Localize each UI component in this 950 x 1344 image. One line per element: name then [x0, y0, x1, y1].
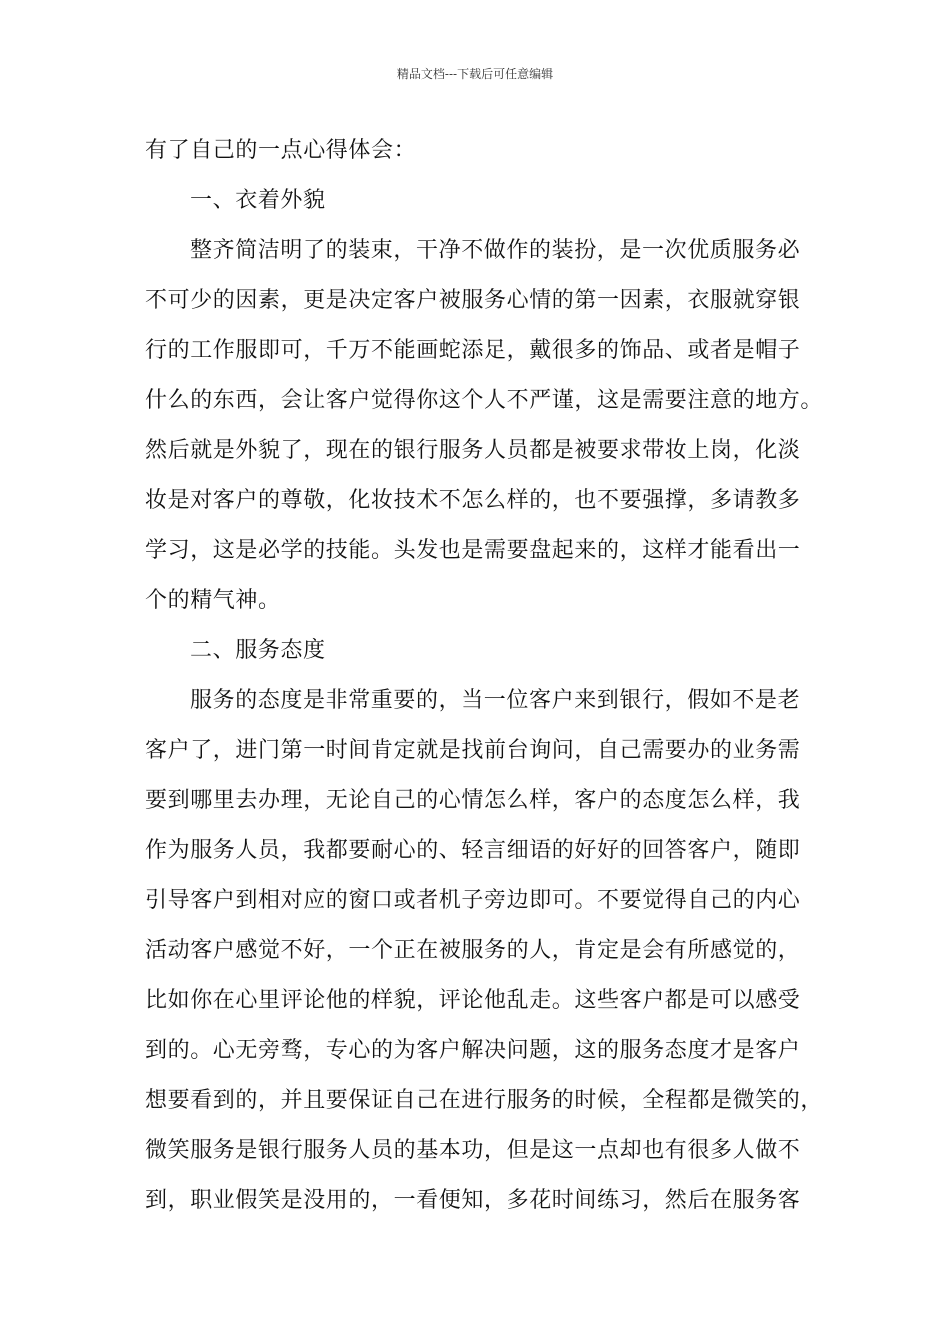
text-line: 活动客户感觉不好，一个正在被服务的人，肯定是会有所感觉的， [145, 938, 801, 963]
text-line: 到，职业假笑是没用的，一看便知，多花时间练习，然后在服务客 [145, 1188, 801, 1213]
text-line: 微笑服务是银行服务人员的基本功，但是这一点却也有很多人做不 [145, 1138, 801, 1163]
text-line: 个的精气神。 [145, 588, 281, 613]
text-line: 作为服务人员，我都要耐心的、轻言细语的好好的回答客户，随即 [145, 838, 801, 863]
text-line: 有了自己的一点心得体会： [145, 138, 417, 163]
text-line: 什么的东西，会让客户觉得你这个人不严谨，这是需要注意的地方。 [145, 388, 824, 413]
section-heading-service-attitude: 二、服务态度 [190, 638, 326, 663]
section-heading-appearance: 一、衣着外貌 [190, 188, 326, 213]
text-line: 不可少的因素，更是决定客户被服务心情的第一因素，衣服就穿银 [145, 288, 801, 313]
text-line: 妆是对客户的尊敬，化妆技术不怎么样的，也不要强撑，多请教多 [145, 488, 801, 513]
text-line: 然后就是外貌了，现在的银行服务人员都是被要求带妆上岗，化淡 [145, 438, 801, 463]
text-line: 比如你在心里评论他的样貌，评论他乱走。这些客户都是可以感受 [145, 988, 801, 1013]
text-line: 想要看到的，并且要保证自己在进行服务的时候，全程都是微笑的， [145, 1088, 824, 1113]
text-line: 学习，这是必学的技能。头发也是需要盘起来的，这样才能看出一 [145, 538, 801, 563]
text-line: 整齐简洁明了的装束，干净不做作的装扮，是一次优质服务必 [190, 238, 801, 263]
text-line: 到的。心无旁骛，专心的为客户解决问题，这的服务态度才是客户 [145, 1038, 801, 1063]
text-line: 客户了，进门第一时间肯定就是找前台询问，自己需要办的业务需 [145, 738, 801, 763]
document-body [145, 126, 825, 1226]
text-line: 要到哪里去办理，无论自己的心情怎么样，客户的态度怎么样，我 [145, 788, 801, 813]
page-header: 精品文档---下载后可任意编辑 [396, 67, 554, 81]
text-line: 行的工作服即可，千万不能画蛇添足，戴很多的饰品、或者是帽子 [145, 338, 801, 363]
text-line: 引导客户到相对应的窗口或者机子旁边即可。不要觉得自己的内心 [145, 888, 801, 913]
text-line: 服务的态度是非常重要的，当一位客户来到银行，假如不是老 [190, 688, 801, 713]
